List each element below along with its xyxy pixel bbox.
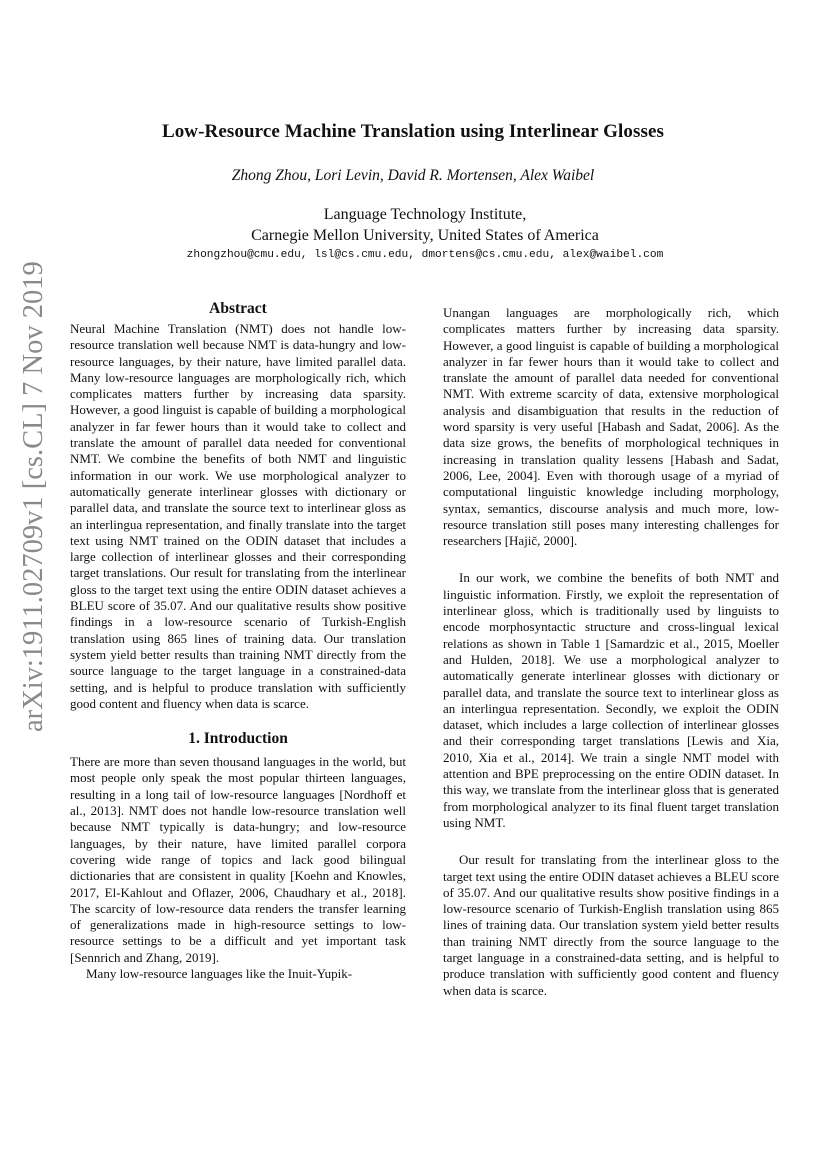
right-column <box>443 305 779 999</box>
abstract-heading: Abstract <box>209 300 267 317</box>
author-list: Zhong Zhou, Lori Levin, David R. Mortensen, Alex Waibel <box>231 167 595 184</box>
affiliation-university: Carnegie Mellon University, United States of America <box>251 227 599 244</box>
paper-title: Low-Resource Machine Translation using Interlinear Glosses <box>161 121 665 142</box>
affiliation-institute: Language Technology Institute, <box>323 206 527 223</box>
intro-paragraph-2-continued: Unangan languages are morphologically rich, which complicates matters further by increasing data sparsity. However, a good linguist is capable of building a morphological analyzer in far fewer hours than it would take to collect and translate the amount of parallel data needed for conventional NMT. With extreme scarcity of data, extensive morphological analysis and disambiguation that results in the reduction of word sparsity is very useful [Habash and Sadat, 2006]. As the data size grows, the benefits of morphological techniques in increasing in translation quality lessens [Habash and Sadat, 2006, Lee, 2004]. Even with thorough usage of a myriad of computational linguistic knowledge including morphology, syntax, semantics, discourse analysis and much more, low-resource translation still poses many interesting challenges for researchers [Hajič, 2000]. <box>443 305 779 549</box>
left-column <box>70 300 406 982</box>
intro-paragraph-1: There are more than seven thousand languages in the world, but most people only speak the most popular thirteen languages, resulting in a long tail of low-resource languages [Nordhoff et al., 2013]. NMT does not handle low-resource translation well because NMT typically is data-hungry; and low-resource languages, by their nature, have limited parallel corpora covering wide range of topics and lack good bilingual dictionaries that are consistent in quality [Koehn and Knowles, 2017, El-Kahlout and Oflazer, 2006, Chaudhary et al., 2018]. The scarcity of low-resource data renders the transfer learning of generalizations made in high-resource settings to low-resource settings to be a difficult and yet important task [Sennrich and Zhang, 2019]. <box>70 754 406 965</box>
intro-paragraph-3: In our work, we combine the benefits of both NMT and linguistic information. Firstly, we exploit the representation of interlinear gloss, which is traditionally used by linguists to encode morphosyntactic structure and cross-lingual lexical relations as shown in Table 1 [Samardzic et al., 2015, Moeller and Hulden, 2018]. We use a morphological analyzer to automatically generate interlinear glosses with dictionary or parallel data, and translate the source text to interlinear gloss as an interlingua representation. Secondly, we exploit the ODIN dataset, which includes a large collection of interlinear glosses and their corresponding target translations [Lewis and Xia, 2010, Xia et al., 2014]. We train a single NMT model with attention and BPE preprocessing on the entire ODIN dataset. In this way, we translate from the interlinear gloss that is generated from morphological analyzer to its final fluent target translation using NMT. <box>443 570 779 830</box>
author-emails: zhongzhou@cmu.edu, lsl@cs.cmu.edu, dmortens@cs.cmu.edu, alex@waibel.com <box>186 249 664 261</box>
abstract-text: Neural Machine Translation (NMT) does not handle low-resource translation well because NMT is data-hungry and low-resource languages, by their nature, have limited parallel data. Many low-resource languages are morphologically rich, which complicates matters further by increasing data sparsity. However, a good linguist is capable of building a morphological analyzer in far fewer hours than it would take to collect and translate the amount of parallel data needed for conventional NMT. We combine the benefits of both NMT and linguistic information in our work. We use morphological analyzer to automatically generate interlinear glosses with dictionary or parallel data, and translate the source text to interlinear gloss as an interlingua representation, and finally translate into the target text using NMT trained on the ODIN dataset that includes a large collection of interlinear glosses and their corresponding target translations. Our result for translating from the interlinear gloss to the target text using the entire ODIN dataset achieves a BLEU score of 35.07. And our qualitative results show positive findings in a low-resource scenario of Turkish-English translation using 865 lines of training data. Our translation system yield better results than training NMT directly from the source language to the target language in a constrained-data setting, and is helpful to produce translation with sufficiently good content and fluency when data is scarce. <box>70 321 406 711</box>
arxiv-side-label: arXiv:1911.02709v1 [cs.CL] 7 Nov 2019 <box>18 261 49 732</box>
intro-paragraph-4: Our result for translating from the interlinear gloss to the target text using the entire ODIN dataset achieves a BLEU score of 35.07. And our qualitative results show positive findings in a low-resource scenario of Turkish-English translation using 865 lines of training data. Our translation system yield better results than training NMT directly from the source language to the target language in a constrained-data setting, and is helpful to produce translation with sufficiently good content and fluency when data is scarce. <box>443 852 779 998</box>
introduction-heading: 1. Introduction <box>188 730 288 748</box>
intro-paragraph-2-start: Many low-resource languages like the Inuit-Yupik- <box>86 965 353 981</box>
